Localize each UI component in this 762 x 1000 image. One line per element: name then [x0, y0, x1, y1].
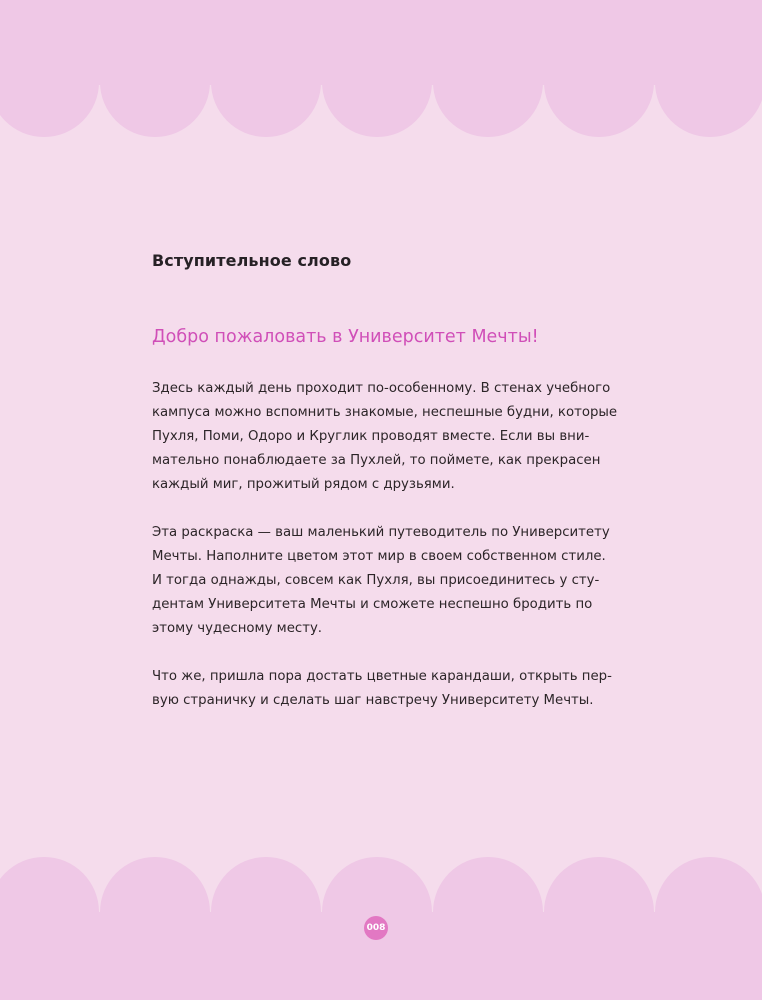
- paragraph-line: дентам Университета Мечты и сможете неспешно бродить по: [152, 597, 593, 612]
- paragraph-line: этому чудесному месту.: [152, 621, 323, 636]
- intro-paragraph-1: [152, 377, 618, 497]
- paragraph-line: Пухля, Поми, Одоро и Круглик проводят вместе. Если вы вни-: [152, 429, 590, 444]
- paragraph-line: каждый миг, прожитый рядом с друзьями.: [152, 477, 455, 492]
- paragraph-line: Что же, пришла пора достать цветные карандаши, открыть пер-: [152, 669, 612, 684]
- paragraph-line: мательно понаблюдаете за Пухлей, то поймете, как прекрасен: [152, 453, 601, 468]
- intro-paragraph-3: [152, 665, 612, 713]
- paragraph-line: вую страничку и сделать шаг навстречу Университету Мечты.: [152, 693, 594, 708]
- paragraph-line: И тогда однажды, совсем как Пухля, вы присоединитесь у сту-: [152, 573, 600, 588]
- intro-paragraph-2: [152, 521, 610, 641]
- paragraph-line: Мечты. Наполните цветом этот мир в своем собственном стиле.: [152, 549, 606, 564]
- paragraph-line: Эта раскраска — ваш маленький путеводитель по Университету: [152, 525, 610, 540]
- welcome-title: Добро пожаловать в Университет Мечты!: [152, 327, 539, 347]
- page-number-badge: 008: [364, 916, 388, 940]
- section-heading: Вступительное слово: [152, 251, 352, 270]
- paragraph-line: Здесь каждый день проходит по-особенному. В стенах учебного: [152, 381, 611, 396]
- paragraph-line: кампуса можно вспомнить знакомые, неспешные будни, которые: [152, 405, 618, 420]
- top-scallop-border: [0, 0, 762, 140]
